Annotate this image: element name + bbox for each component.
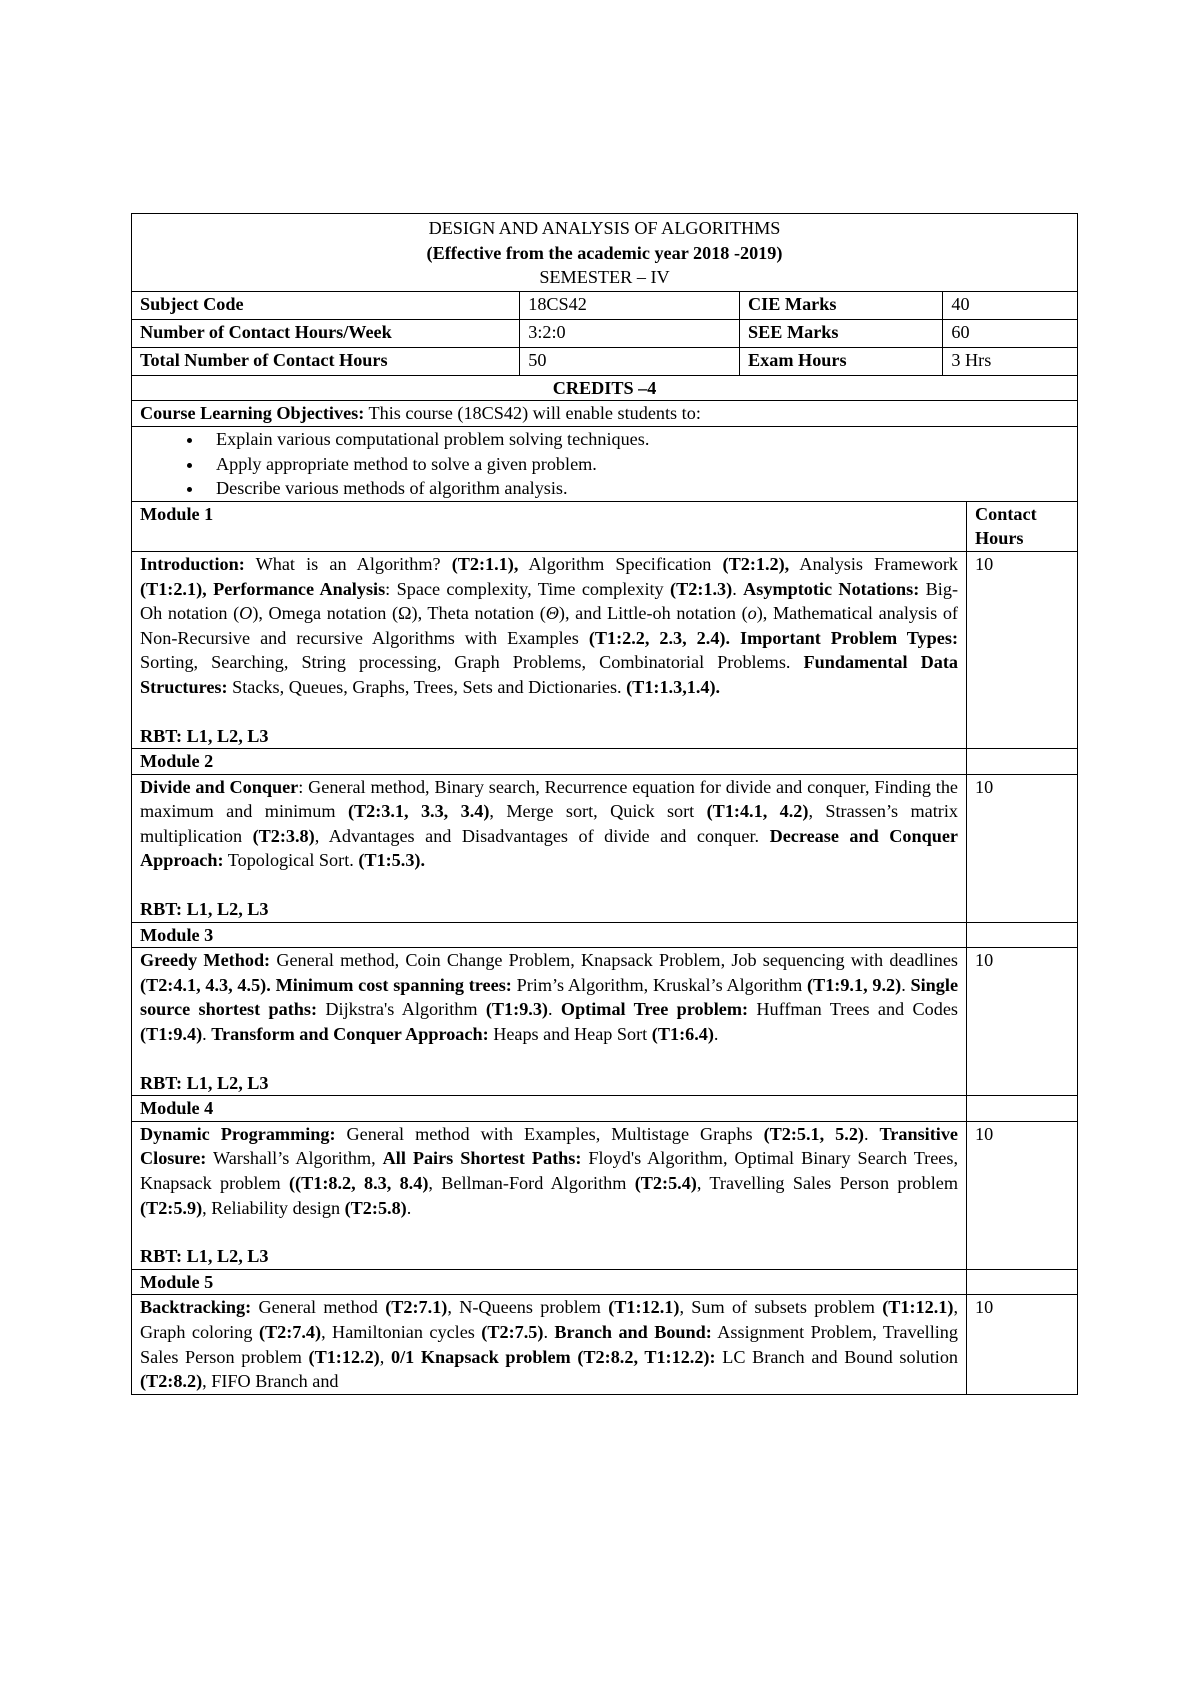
info-key: Total Number of Contact Hours	[132, 347, 520, 375]
description-segment: (T2:4.1, 4.3, 4.5).	[140, 974, 271, 995]
description-segment: , N-Queens problem	[447, 1297, 609, 1318]
info-value: 50	[520, 347, 740, 375]
description-segment: (T1:12.1)	[882, 1297, 954, 1318]
credits-row	[132, 375, 1078, 401]
description-segment: (T2:3.8)	[252, 825, 315, 846]
description-segment: , Hamiltonian cycles	[321, 1321, 482, 1342]
description-segment: Introduction:	[140, 553, 245, 574]
list-item: • Apply appropriate method to solve a given problem.	[204, 452, 1069, 477]
description-segment: Stacks, Queues, Graphs, Trees, Sets and Dictionaries.	[227, 676, 627, 697]
info-key: Number of Contact Hours/Week	[132, 319, 520, 347]
description-segment: : Space complexity, Time complexity	[385, 578, 671, 599]
description-segment: Performance Analysis	[213, 578, 386, 599]
description-segment: ), and Little-oh notation (	[558, 603, 748, 624]
description-segment: (T1:9.1, 9.2)	[807, 974, 902, 995]
list-item: • Explain various computational problem solving techniques.	[204, 427, 1069, 452]
module-title: Module 5	[132, 1269, 967, 1295]
module-description	[140, 1122, 958, 1220]
module-content-row	[132, 1121, 1078, 1269]
module-title: Module 2	[132, 749, 967, 775]
description-segment: Algorithm Specification	[518, 553, 723, 574]
description-segment: .	[543, 1321, 555, 1342]
course-subtitle: (Effective from the academic year 2018 -2019)	[426, 242, 783, 263]
info-value: 3 Hrs	[943, 347, 1078, 375]
description-segment: Important Problem Types:	[740, 627, 958, 648]
description-segment: O	[239, 603, 253, 624]
description-segment: Floyd's Algorithm, Optimal Binary Search Trees, Knapsack problem	[140, 1148, 958, 1193]
description-segment: (T1:9.4)	[140, 1024, 203, 1045]
description-segment: (T2:5.1, 5.2)	[763, 1123, 864, 1144]
module-header-row	[132, 749, 1078, 775]
description-segment: .	[406, 1197, 412, 1218]
rbt-levels: RBT: L1, L2, L3	[140, 725, 269, 746]
description-segment: .	[713, 1024, 719, 1045]
course-title: DESIGN AND ANALYSIS OF ALGORITHMS	[428, 218, 781, 238]
description-segment: 0/1 Knapsack problem (T2:8.2, T1:12.2):	[390, 1346, 716, 1367]
description-segment: ), Mathematical analysis of Non-Recursive and recursive Algorithms with Examples	[140, 603, 958, 648]
module-description	[140, 948, 958, 1046]
description-segment: Heaps and Heap Sort	[488, 1024, 652, 1045]
description-segment: , Strassen’s matrix multiplication	[140, 801, 958, 846]
module-description	[140, 775, 958, 873]
description-segment: Warshall’s Algorithm,	[206, 1148, 383, 1169]
description-segment: , Reliability design	[202, 1197, 345, 1218]
description-segment: Minimum cost spanning trees:	[275, 974, 512, 995]
description-segment: Prim’s Algorithm, Kruskal’s Algorithm	[511, 974, 807, 995]
description-segment: (T1:12.2)	[308, 1346, 380, 1367]
contact-hours-value: 10	[967, 1295, 1078, 1394]
description-segment: General method	[251, 1297, 386, 1318]
description-segment: Θ	[545, 603, 559, 624]
description-segment: (T1:2.1),	[140, 578, 207, 599]
contact-hours-header: Contact Hours	[967, 501, 1078, 551]
info-value: 3:2:0	[520, 319, 740, 347]
description-segment: , Graph coloring	[140, 1297, 958, 1342]
info-row	[132, 319, 1078, 347]
objectives-row	[132, 401, 1078, 427]
description-segment: (T1:12.1)	[608, 1297, 680, 1318]
info-row	[132, 347, 1078, 375]
module-header-row	[132, 922, 1078, 948]
contact-hours-header-empty	[967, 749, 1078, 775]
list-item: • Describe various methods of algorithm analysis.	[204, 476, 1069, 501]
module-description	[140, 1295, 958, 1393]
module-content	[132, 948, 967, 1096]
module-title: Module 1	[132, 501, 967, 551]
description-segment: , Merge sort, Quick sort	[489, 801, 707, 822]
rbt-levels: RBT: L1, L2, L3	[140, 899, 269, 920]
module-content	[132, 774, 967, 922]
description-segment: Huffman Trees and Codes	[748, 999, 958, 1020]
description-segment: (T2:1.2),	[722, 553, 790, 574]
description-segment: Topological Sort.	[223, 850, 359, 871]
rbt-levels: RBT: L1, L2, L3	[140, 1246, 269, 1267]
modules-body	[132, 501, 1078, 1394]
module-content-row	[132, 1295, 1078, 1394]
contact-hours-header-empty	[967, 1269, 1078, 1295]
description-segment: Single source shortest paths:	[140, 974, 959, 1020]
description-segment: (T1:6.4)	[651, 1024, 714, 1045]
contact-hours-value: 10	[967, 948, 1078, 1096]
module-content	[132, 1295, 967, 1394]
description-segment: (T2:7.1)	[385, 1297, 448, 1318]
description-segment: ,	[379, 1346, 391, 1367]
module-title: Module 3	[132, 922, 967, 948]
description-segment: Dijkstra's Algorithm	[317, 999, 486, 1020]
description-segment: .	[202, 1024, 212, 1045]
description-segment: ((T1:8.2, 8.3, 8.4)	[288, 1173, 429, 1193]
info-key: Subject Code	[132, 291, 520, 319]
objectives-list-row	[132, 426, 1078, 501]
objectives-intro	[132, 401, 1078, 427]
description-segment: , Sum of subsets problem	[679, 1297, 883, 1318]
module-content-row	[132, 774, 1078, 922]
description-segment: Transitive Closure:	[140, 1123, 958, 1169]
info-value: 40	[943, 291, 1078, 319]
objectives-list	[140, 427, 1069, 501]
description-segment: (T1:9.3)	[485, 999, 548, 1020]
description-segment: (T1:2.2, 2.3, 2.4).	[588, 627, 731, 648]
description-segment: Asymptotic Notations:	[743, 578, 920, 599]
objectives-list-cell	[132, 426, 1078, 501]
info-value: 18CS42	[520, 291, 740, 319]
description-segment: , Bellman-Ford Algorithm	[428, 1173, 635, 1193]
description-segment: (T2:5.4)	[634, 1173, 697, 1193]
description-segment: Divide and Conquer	[140, 776, 299, 797]
description-segment: (T2:7.5)	[481, 1321, 544, 1342]
description-segment: All Pairs Shortest Paths:	[382, 1148, 582, 1169]
contact-hours-header-empty	[967, 922, 1078, 948]
description-segment: : General method, Binary search, Recurrence equation for divide and conquer, Finding the maximum and minimum	[140, 776, 958, 822]
module-content	[132, 551, 967, 748]
header-row	[132, 214, 1078, 292]
description-segment: General method, Coin Change Problem, Knapsack Problem, Job sequencing with deadlines	[270, 950, 958, 971]
description-segment: (T2:1.3)	[670, 578, 733, 599]
contact-hours-value: 10	[967, 551, 1078, 748]
rbt-levels: RBT: L1, L2, L3	[140, 1072, 269, 1093]
description-segment: , FIFO Branch and	[202, 1371, 339, 1392]
description-segment: (T1:1.3,1.4).	[626, 676, 721, 697]
module-title: Module 4	[132, 1096, 967, 1122]
module-content	[132, 1121, 967, 1269]
module-description	[140, 552, 958, 700]
objectives-text: This course (18CS42) will enable students to:	[364, 403, 701, 424]
description-segment: Big-Oh notation (	[140, 578, 959, 624]
description-segment: .	[732, 578, 744, 599]
credits-label: CREDITS –4	[132, 375, 1078, 401]
info-key: SEE Marks	[740, 319, 943, 347]
description-segment: Backtracking:	[140, 1297, 252, 1318]
description-segment: (T2:7.4)	[258, 1321, 322, 1342]
module-content-row	[132, 551, 1078, 748]
description-segment: (T2:8.2)	[140, 1371, 203, 1392]
description-segment: , Advantages and Disadvantages of divide and conquer.	[314, 825, 770, 846]
description-segment: Transform and Conquer Approach:	[211, 1024, 489, 1045]
description-segment: LC Branch and Bound solution	[715, 1346, 959, 1367]
description-segment: Analysis Framework	[789, 553, 958, 574]
info-key: CIE Marks	[740, 291, 943, 319]
description-segment: ), Omega notation (Ω), Theta notation (	[252, 603, 546, 624]
semester-label: SEMESTER – IV	[539, 267, 670, 288]
description-segment: (T1:5.3).	[358, 850, 426, 871]
description-segment: Assignment Problem, Travelling Sales Person problem	[140, 1321, 958, 1367]
description-segment: Decrease and Conquer Approach:	[140, 825, 958, 871]
description-segment	[730, 628, 740, 648]
module-header-row	[132, 501, 1078, 551]
description-segment: (T2:5.9)	[140, 1197, 203, 1218]
description-segment: (T2:5.8)	[344, 1197, 407, 1218]
syllabus-table	[131, 213, 1078, 1395]
description-segment: , Travelling Sales Person problem	[696, 1173, 959, 1193]
description-segment: Greedy Method:	[140, 950, 271, 971]
description-segment: (T2:1.1),	[451, 553, 519, 574]
info-value: 60	[943, 319, 1078, 347]
module-header-row	[132, 1096, 1078, 1122]
description-segment: (T2:3.1, 3.3, 3.4)	[347, 801, 490, 822]
description-segment: .	[548, 999, 561, 1020]
info-key: Exam Hours	[740, 347, 943, 375]
contact-hours-value: 10	[967, 1121, 1078, 1269]
description-segment: .	[901, 974, 911, 995]
description-segment: Sorting, Searching, String processing, Graph Problems, Combinatorial Problems.	[140, 652, 804, 673]
description-segment: o	[747, 603, 757, 624]
description-segment: Dynamic Programming:	[140, 1123, 336, 1144]
objectives-label: Course Learning Objectives:	[140, 403, 365, 424]
description-segment: Branch and Bound:	[554, 1321, 712, 1342]
contact-hours-header-empty	[967, 1096, 1078, 1122]
description-segment: Optimal Tree problem:	[560, 999, 749, 1020]
description-segment: Fundamental Data Structures:	[140, 652, 958, 697]
contact-hours-value: 10	[967, 774, 1078, 922]
module-content-row	[132, 948, 1078, 1096]
course-header	[132, 214, 1078, 292]
description-segment: What is an Algorithm?	[244, 553, 452, 574]
description-segment: .	[863, 1123, 880, 1144]
description-segment: General method with Examples, Multistage Graphs	[335, 1123, 764, 1144]
module-header-row	[132, 1269, 1078, 1295]
info-row	[132, 291, 1078, 319]
description-segment: (T1:4.1, 4.2)	[706, 801, 809, 822]
